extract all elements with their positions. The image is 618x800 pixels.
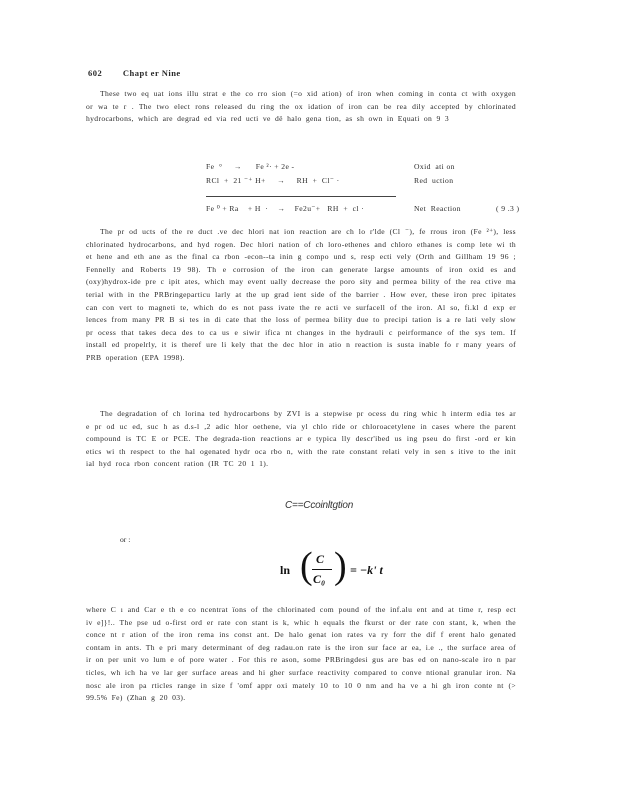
formula-rhs: = −k' t	[350, 563, 383, 577]
paragraph-3: The degradation of ch lorina ted hydrocarbons by ZVI is a stepwise pr ocess du ring whic h interm edia tes ar e pr od uc ed, suc h as d.s-l ,2 adic hlor oethene, via yl chlo ride or chloroacetylene in cases where the parent compound is TC E or PCE. The degrada-tion reactions ar e typica lly descr'ibed us ing pseu do first -ord er kin etics wi th respect to the hal ogenated hydr oca rbo n, with the rate constant relati vely in sen s itive to the init ial hyd roca rbon concent ration (IR TC 20 1 1).	[86, 409, 516, 469]
equation-net-label: Net Reaction	[414, 204, 461, 213]
equation-divider	[206, 196, 396, 197]
running-header	[88, 68, 199, 78]
paragraph-4: where C ı and Car e th e co ncentrat ïons of the chlorinated com pound of the inf.alu ent and at time r, resp ect iv e]}!.. The pse ud o-first ord er rate con stant is k, whic h equals the fkurst or der rate con stant, k, when the conce nt r ation of the iron rema ins const ant. De halo genat ion rates va ry forr the dif f erent halo genated contam in ants. Th e pri mary determinant of deg radau.on rate is the iron sur face ar ea, i.e ., the surface area of ir on per unit vo lum e of pore water . For this re ason, some PRBringdesi gus are bas ed on nano-scale iro n par ticles, wh ich ha ve lar ger surface areas and hi gher surface reactivity compared to conve ntional granular iron. Na nosc ale iron pa rticles range in size f 'omf appr oxi mately 10 to 10 0 nm and ha ve a hi gh iron conte nt (> 99.5% Fe) (Zhan g 20 03).	[86, 605, 516, 703]
equation-net-expression: Fe ⁰ + Ra + H · → Fe2u⁻+ RH + cl ·	[206, 204, 365, 213]
equation-reduction	[206, 176, 526, 188]
equation-title: C==Ccoinltgtion	[285, 500, 354, 511]
equation-reduction-expression: RCl + 21 ⁻⁺ H+ → RH + Cl⁻ ·	[206, 176, 340, 185]
equation-reduction-label: Red uction	[414, 176, 454, 185]
equation-oxidation-label: Oxid ati on	[414, 162, 455, 171]
formula-denominator: C₀	[313, 572, 326, 586]
paragraph-1: These two eq uat ions illu strat e the co rro sion (=o xid ation) of iron when coming in conta ct with oxygen or wa te r . The two elect rons released du ring the ox idation of iron can be rea dily accepted by chlorinated hydrocarbons, which are degrad ed via red ucti ve dë halo gena tion, as sh own in Equati on 9 3	[86, 89, 516, 124]
equation-oxidation-expression: Fe ° → Fe ²· + 2e -	[206, 162, 295, 171]
equation-oxidation	[206, 162, 526, 174]
formula-left-paren: (	[300, 545, 313, 587]
equation-net	[206, 204, 526, 216]
formula-numerator: C	[316, 552, 325, 566]
page-number: 602	[88, 68, 103, 78]
or-label: or :	[120, 535, 131, 544]
formula-fraction-bar	[312, 569, 332, 570]
equation-number: ( 9 .3 )	[496, 204, 520, 213]
formula-ln: ln	[280, 563, 291, 577]
chapter-title: Chapt er Nine	[122, 68, 181, 78]
paragraph-2: The pr od ucts of the re duct .ve dec hlori nat ion reaction are ch lo r'lde (Cl ⁻), fe rrous iron (Fe ²⁺), less chlorinated hydrocarbons, and hyd rogen. Dec hlori nation of ch loro-ethenes and chloro ethanes is comp lete wi th et hene and eth ane as the final ca rbon -econ--ta inin g compo und s, resp ecti vely (Orth and Gillham 19 96 ; Fennelly and Roberts 19 98). Th e corrosion of the iron can generate largse amounts of iron oxid es and (oxy)hydrox-ide pre c ipit ates, which may event ually decrease the poro sity and permea bility of the rea ctive ma terial with in the PRBringeparticu larly at the up grad ient side of the barrier . How ever, these iron prec ipitates can con vert to magneti te, which do es not pass ivate the re acti ve surfacell of the iron. Al so, fi.kl d exp er lences from many PR B si tes in di cate that the loss of permea bility due to precipi tation is a re lati vely slow pr ocess that takes deca des to ca us e siwir ifica nt changes in the hydrauli c peirformance of the sys tem. If install ed propelrly, it is theref ure li kely that the dec hlor in atio n reaction is susta inable fo r many years of PRB operation (EPA 1998).	[86, 227, 516, 362]
formula-right-paren: )	[334, 545, 347, 587]
